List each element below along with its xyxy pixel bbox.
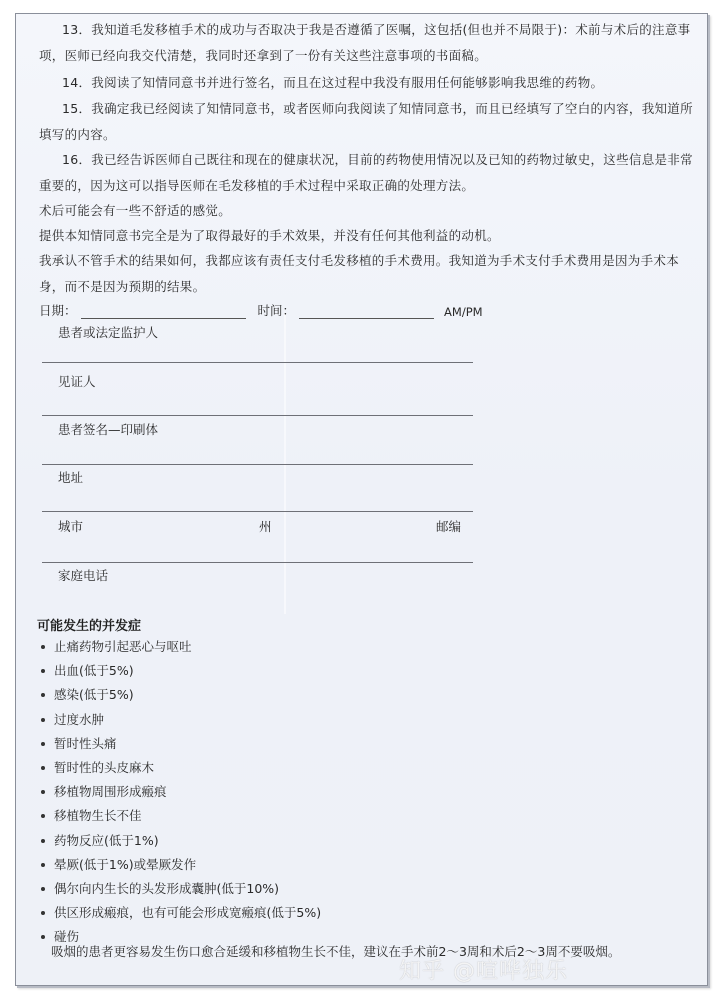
bullet-icon bbox=[41, 839, 45, 843]
list-item-text: 偶尔向内生长的头发形成囊肿(低于10%) bbox=[54, 880, 280, 896]
witness-signature-line[interactable] bbox=[42, 415, 473, 416]
clause-13: 13．我知道毛发移植手术的成功与否取决于我是否遵循了医嘱，这包括(但也并不局限于)：术前与术后的注意事项，医师已经向我交代清楚，我同时还拿到了一份有关这些注意事项的书面稿。 bbox=[39, 22, 691, 63]
list-item-text: 移植物生长不佳 bbox=[54, 808, 142, 824]
watermark: 知乎 @喧哗独乐 bbox=[399, 959, 568, 984]
bullet-icon bbox=[41, 887, 45, 891]
bullet-icon bbox=[41, 766, 45, 770]
list-item bbox=[37, 901, 321, 925]
list-item-text: 晕厥(低于1%)或晕厥发作 bbox=[54, 856, 197, 872]
list-item-text: 过度水肿 bbox=[54, 711, 105, 727]
list-item-text: 碰伤 bbox=[54, 929, 80, 945]
list-item bbox=[37, 829, 321, 853]
list-item bbox=[37, 756, 321, 780]
city-label: 城市 bbox=[58, 519, 84, 534]
bullet-icon bbox=[41, 814, 45, 818]
list-item bbox=[37, 659, 321, 683]
list-item-text: 暂时性头痛 bbox=[54, 735, 117, 751]
payment-note: 我承认不管手术的结果如何，我都应该有责任支付毛发移植的手术费用。我知道为手术支付手术费用是因为手术本身，而不是因为预期的结果。 bbox=[39, 253, 680, 294]
date-label: 日期： bbox=[39, 303, 77, 318]
witness-label: 见证人 bbox=[58, 374, 96, 389]
home-phone-label: 家庭电话 bbox=[58, 568, 109, 583]
clause-14: 14．我阅读了知情同意书并进行签名，而且在这过程中我没有服用任何能够影响我思维的药物。 bbox=[62, 75, 604, 90]
list-item-text: 药物反应(低于1%) bbox=[54, 832, 159, 848]
address-label: 地址 bbox=[58, 470, 84, 485]
complications-list bbox=[37, 635, 321, 949]
list-item-text: 止痛药物引起恶心与呕吐 bbox=[54, 639, 192, 654]
list-item bbox=[37, 804, 321, 828]
bullet-icon bbox=[41, 693, 45, 697]
bullet-icon bbox=[41, 742, 45, 746]
list-item-text: 移植物周围形成瘢痕 bbox=[54, 784, 167, 800]
print-name-line[interactable] bbox=[42, 464, 473, 465]
zip-label: 邮编 bbox=[436, 519, 462, 534]
guardian-label: 患者或法定监护人 bbox=[58, 325, 159, 340]
print-name-label: 患者签名—印刷体 bbox=[58, 422, 159, 437]
ampm-label: AM/PM bbox=[444, 305, 483, 319]
state-label: 州 bbox=[259, 519, 272, 534]
bullet-icon bbox=[41, 863, 45, 867]
bullet-icon bbox=[41, 718, 45, 722]
list-item-text: 出血(低于5%) bbox=[54, 663, 134, 679]
consent-form-page bbox=[15, 13, 708, 986]
time-blank[interactable] bbox=[299, 304, 434, 319]
discomfort-note: 术后可能会有一些不舒适的感觉。 bbox=[39, 203, 232, 218]
list-item bbox=[37, 853, 321, 877]
list-item-text: 暂时性的头皮麻木 bbox=[54, 759, 155, 775]
smoking-note: 吸烟的患者更容易发生伤口愈合延缓和移植物生长不佳，建议在手术前2～3周和术后2～3周不要吸烟。 bbox=[51, 944, 621, 959]
complications-title: 可能发生的并发症 bbox=[37, 619, 142, 634]
bullet-icon bbox=[41, 935, 45, 939]
date-time-row bbox=[39, 301, 483, 319]
bullet-icon bbox=[41, 790, 45, 794]
list-item bbox=[37, 732, 321, 756]
guardian-signature-line[interactable] bbox=[42, 362, 473, 363]
list-item bbox=[37, 780, 321, 804]
bullet-icon bbox=[41, 669, 45, 673]
list-item bbox=[37, 708, 321, 732]
list-item-text: 供区形成瘢痕，也有可能会形成宽瘢痕(低于5%) bbox=[54, 905, 322, 921]
date-blank[interactable] bbox=[81, 304, 246, 319]
time-label: 时间： bbox=[257, 303, 296, 318]
bullet-icon bbox=[41, 911, 45, 915]
clause-16: 16．我已经告诉医师自己既往和现在的健康状况，目前的药物使用情况以及已知的药物过敏史，这些信息是非常重要的，因为这可以指导医师在毛发移植的手术过程中采取正确的处理方法。 bbox=[39, 152, 693, 193]
list-item bbox=[37, 683, 321, 707]
bullet-icon bbox=[41, 645, 45, 649]
purpose-note: 提供本知情同意书完全是为了取得最好的手术效果，并没有任何其他利益的动机。 bbox=[39, 228, 500, 243]
clause-15: 15．我确定我已经阅读了知情同意书，或者医师向我阅读了知情同意书，而且已经填写了空白的内容，我知道所填写的内容。 bbox=[39, 101, 693, 142]
list-item bbox=[37, 877, 321, 901]
list-item-text: 感染(低于5%) bbox=[54, 687, 134, 703]
list-item bbox=[37, 635, 321, 659]
address-line[interactable] bbox=[42, 511, 473, 512]
city-state-zip-line[interactable] bbox=[42, 562, 473, 563]
